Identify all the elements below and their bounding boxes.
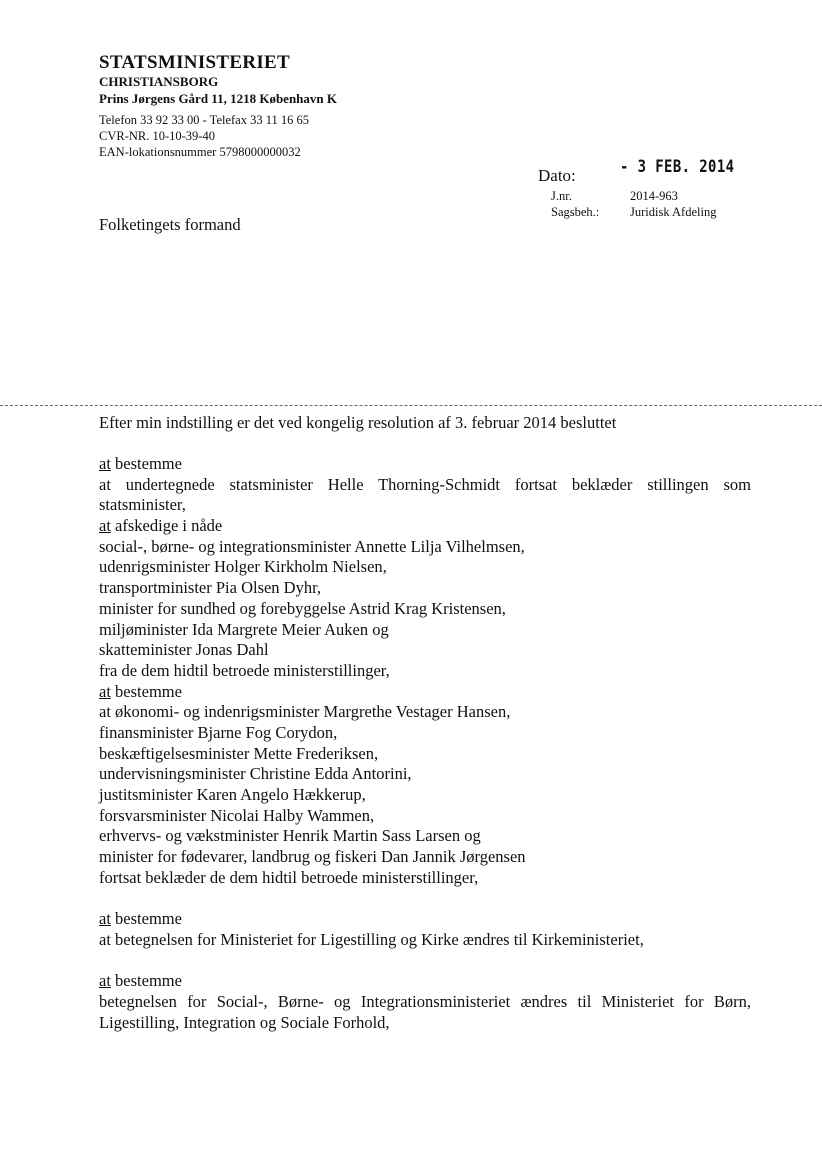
resolution-4-line: at betegnelsen for Ministeriet for Ligestilling og Kirke ændres til Kirkeministeriet, (99, 929, 644, 949)
list-item: forsvarsminister Nicolai Halby Wammen, (99, 805, 375, 825)
heading-rest: afskedige i nåde (110, 516, 223, 536)
recipient: Folketingets formand (99, 215, 241, 234)
list-item: fra de dem hidtil betroede ministerstillinger, (99, 660, 390, 680)
case-handler-value: Juridisk Afdeling (630, 205, 717, 219)
organization-subtitle: CHRISTIANSBORG (99, 74, 219, 89)
resolution-1-line-1: at undertegnede statsminister Helle Thorning-Schmidt fortsat beklæder stillingen som (99, 474, 751, 494)
journal-number-value: 2014-963 (630, 189, 678, 203)
date-stamp: - 3 FEB. 2014 (620, 157, 735, 177)
heading-rest: bestemme (110, 681, 182, 701)
list-item: at økonomi- og indenrigsminister Margrethe Vestager Hansen, (99, 702, 511, 722)
resolution-heading-4 (99, 909, 751, 930)
organization-address: Prins Jørgens Gård 11, 1218 København K (99, 91, 337, 106)
list-item: beskæftigelsesminister Mette Frederiksen, (99, 743, 379, 763)
list-item: transportminister Pia Olsen Dyhr, (99, 578, 322, 598)
letter-body (99, 413, 751, 1033)
resolution-1-line-2: statsminister, (99, 495, 186, 515)
date-label: Dato: (538, 166, 576, 185)
at-word: at (99, 909, 111, 929)
phone-line: Telefon 33 92 33 00 - Telefax 33 11 16 65 (99, 113, 310, 127)
at-word: at (99, 971, 111, 991)
journal-number-label: J.nr. (551, 189, 572, 203)
page-divider (0, 405, 822, 406)
resolution-heading-3 (99, 682, 751, 703)
at-word: at (99, 681, 111, 701)
list-item: miljøminister Ida Margrete Meier Auken og (99, 619, 389, 639)
case-handler-label: Sagsbeh.: (551, 205, 600, 219)
list-item: justitsminister Karen Angelo Hækkerup, (99, 785, 366, 804)
list-item: fortsat beklæder de dem hidtil betroede ministerstillinger, (99, 867, 479, 887)
list-item: minister for fødevarer, landbrug og fiskeri Dan Jannik Jørgensen (99, 847, 526, 867)
resolution-heading-5 (99, 971, 751, 992)
intro-paragraph: Efter min indstilling er det ved kongelig resolution af 3. februar 2014 besluttet (99, 413, 617, 432)
ean-line: EAN-lokationsnummer 5798000000032 (99, 145, 301, 159)
list-item: undervisningsminister Christine Edda Antorini, (99, 764, 412, 784)
list-item: skatteminister Jonas Dahl (99, 640, 269, 660)
at-word: at (99, 454, 111, 473)
list-item: udenrigsminister Holger Kirkholm Nielsen, (99, 557, 387, 577)
paragraph-gap (99, 888, 751, 909)
at-word: at (99, 516, 111, 536)
organization-name: STATSMINISTERIET (99, 52, 290, 73)
list-item: social-, børne- og integrationsminister Annette Lilja Vilhelmsen, (99, 536, 525, 556)
cvr-line: CVR-NR. 10-10-39-40 (99, 129, 215, 143)
resolution-5-line-1: betegnelsen for Social-, Børne- og Integrationsministeriet ændres til Ministeriet for Børn, (99, 991, 751, 1011)
heading-rest: bestemme (110, 454, 182, 473)
list-item: erhvervs- og vækstminister Henrik Martin Sass Larsen og (99, 826, 481, 846)
list-item: finansminister Bjarne Fog Corydon, (99, 722, 338, 742)
resolution-5-line-2: Ligestilling, Integration og Sociale Forhold, (99, 1012, 390, 1032)
resolution-heading-1 (99, 454, 751, 475)
paragraph-gap (99, 951, 751, 972)
list-item: minister for sundhed og forebyggelse Astrid Krag Kristensen, (99, 598, 506, 618)
heading-rest: bestemme (110, 971, 182, 991)
resolution-heading-2 (99, 516, 751, 537)
heading-rest: bestemme (110, 909, 182, 929)
